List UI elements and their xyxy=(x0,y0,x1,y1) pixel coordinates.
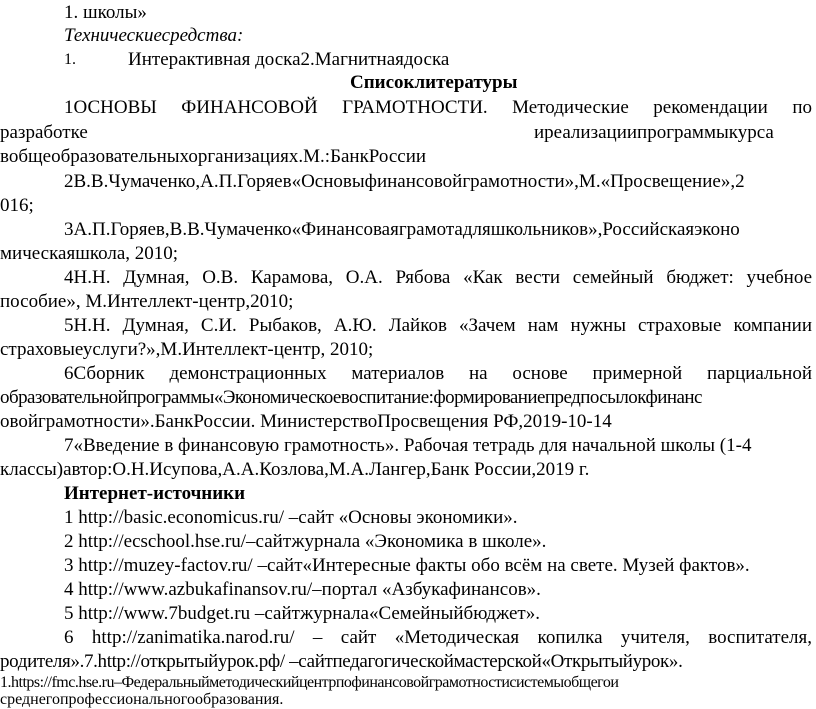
literature-line-part: иреализациипрограммыкурса xyxy=(534,122,774,143)
technical-means-label: Техническиесредства: xyxy=(64,25,244,46)
internet-line: родителя».7.http://открытыйурок.рф/ –сайтпедагогическоймастерской«Открытыйурок». xyxy=(0,651,683,672)
internet-line: среднегопрофессиональногообразования. xyxy=(0,691,284,708)
literature-line: классы)автор:О.Н.Исупова,А.А.Козлова,М.А.Лангер,Банк России,2019 г. xyxy=(0,459,590,480)
literature-line: 4Н.Н. Думная, О.В. Карамова, О.А. Рябова «Как вести семейный бюджет: учебное xyxy=(64,267,812,288)
internet-line: 2 http://ecschool.hse.ru/–сайтжурнала «Экономика в школе». xyxy=(64,531,547,552)
literature-line xyxy=(0,122,812,144)
internet-heading: Интернет-источники xyxy=(64,483,246,504)
internet-line: 3 http://muzey-factov.ru/ –сайт«Интересные факты обо всём на свете. Музей фактов». xyxy=(64,555,750,576)
literature-line: 5Н.Н. Думная, С.И. Рыбаков, А.Ю. Лайков «Зачем нам нужны страховые компании xyxy=(64,315,812,336)
literature-line: пособие», М.Интеллект-центр,2010; xyxy=(0,291,294,312)
technical-item-text: Интерактивная доска2.Магнитнаядоска xyxy=(128,49,450,70)
literature-line: страховыеуслуги?»,М.Интеллект-центр, 2010; xyxy=(0,339,374,360)
literature-line: 016; xyxy=(0,195,34,216)
schools-line: 1. школы» xyxy=(64,2,147,23)
internet-line: 4 http://www.azbukafinansov.ru/–портал «Азбукафинансов». xyxy=(64,579,541,600)
technical-item-number: 1. xyxy=(64,51,76,68)
internet-line: 1.https://fmc.hse.ru–Федеральныйметодическийцентрпофинансовойграмотностисистемыобщегои xyxy=(0,674,619,691)
literature-line: 2В.В.Чумаченко,А.П.Горяев«Основыфинансовойграмотности»,М.«Просвещение»,2 xyxy=(64,171,745,192)
literature-line: образовательнойпрограммы«Экономическоевоспитание:формированиепредпосылокфинанс xyxy=(0,387,702,408)
literature-heading: Списоклитературы xyxy=(350,72,518,93)
literature-line: 7«Введение в финансовую грамотность». Рабочая тетрадь для начальной школы (1-4 xyxy=(64,435,752,456)
literature-line: вобщеобразовательныхорганизациях.М.:БанкРоссии xyxy=(0,146,427,167)
literature-line-part: разработке xyxy=(0,122,88,143)
internet-line: 6 http://zanimatika.narod.ru/ – сайт «Методическая копилка учителя, воспитателя, xyxy=(64,627,812,648)
internet-line: 5 http://www.7budget.ru –сайтжурнала«Семейныйбюджет». xyxy=(64,603,540,624)
literature-line: 3А.П.Горяев,В.В.Чумаченко«Финансоваяграмотадляшкольников»,Российскаяэконо xyxy=(64,219,740,240)
literature-line: овойграмотности».БанкРоссии. МинистерствоПросвещения РФ,2019-10-14 xyxy=(0,411,612,432)
literature-line: мическаяшкола, 2010; xyxy=(0,243,179,264)
literature-line: 1ОСНОВЫ ФИНАНСОВОЙ ГРАМОТНОСТИ. Методические рекомендации по xyxy=(64,97,812,118)
literature-line: 6Сборник демонстрационных материалов на основе примерной парциальной xyxy=(64,363,812,384)
internet-line: 1 http://basic.economicus.ru/ –сайт «Основы экономики». xyxy=(64,507,518,528)
